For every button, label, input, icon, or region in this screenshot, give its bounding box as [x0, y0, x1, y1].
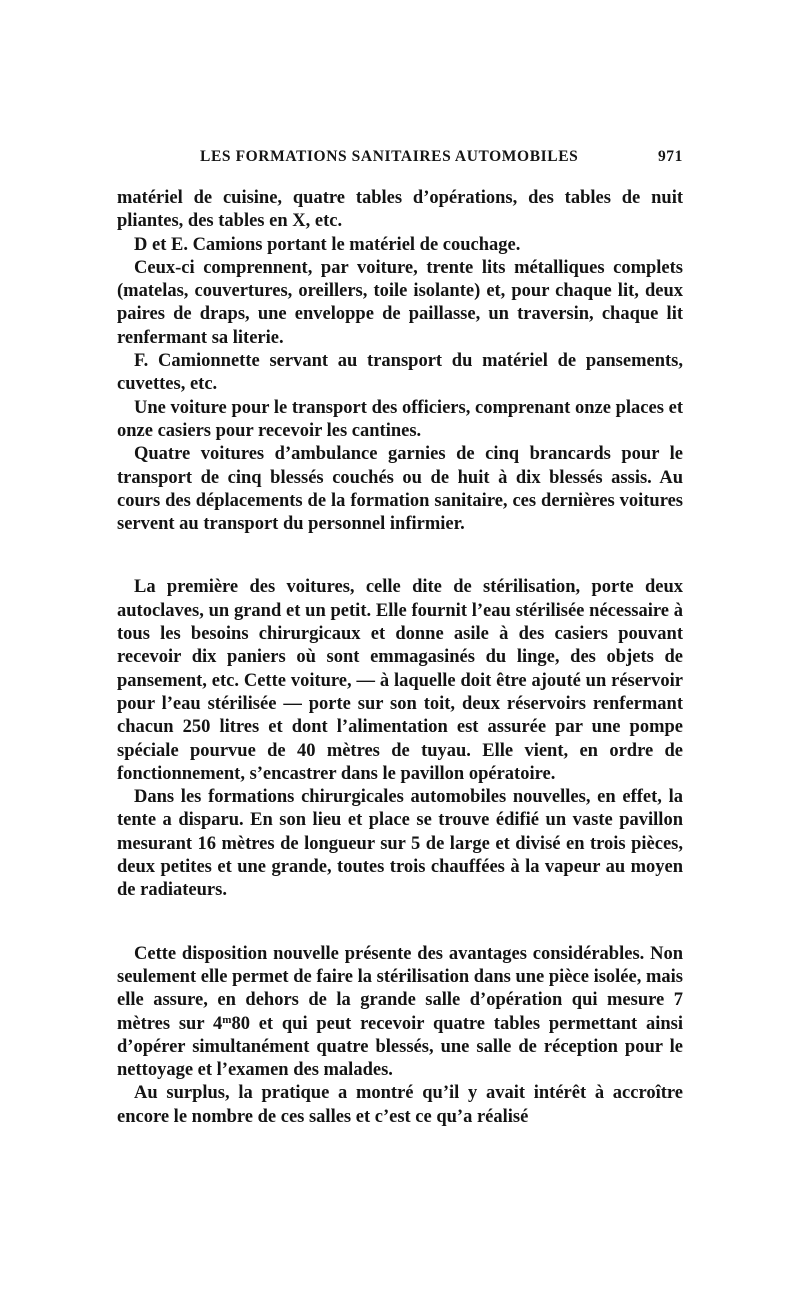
paragraph-avantages-part2: 80 et qui peut recevoir quatre tables permettant ainsi d’opérer simultanément quatre blessés, une salle de réception pour le nettoyage et l’examen des malades.: [117, 1013, 684, 1081]
running-title: LES FORMATIONS SANITAIRES AUTOMOBILES: [200, 148, 579, 165]
paragraph-avantages-part1: Cette disposition nouvelle présente des avantages considérables. Non seulement elle permet de faire la stérilisation dans une pièce isolée, mais elle assure, en dehors de la grande salle d’opération qui mesure 7 mètres sur 4: [117, 943, 683, 1034]
body-text: [117, 187, 683, 1129]
paragraph-sterilisation: La première des voitures, celle dite de stérilisation, porte deux autoclaves, un grand et un petit. Elle fournit l’eau stérilisée nécessaire à tous les besoins chirurgicaux et donne asile à des casiers pouvant recevoir dix paniers où sont emmagasinés du linge, des objets de pansement, etc. Cette voiture, — à laquelle doit être ajouté un réservoir pour l’eau stérilisée — porte sur son toit, deux réservoirs renfermant chacun 250 litres et dont l’alimentation est assurée par une pompe spéciale pourvue de 40 mètres de tuyau. Elle vient, en ordre de fonctionnement, s’encastrer dans le pavillon opératoire.: [117, 577, 683, 784]
paragraph-camionnette: F. Camionnette servant au transport du matériel de pansements, cuvettes, etc.: [117, 351, 683, 395]
paragraph-officiers: Une voiture pour le transport des officiers, comprenant onze places et onze casiers pour recevoir les cantines.: [117, 397, 683, 441]
paragraph-continuation: matériel de cuisine, quatre tables d’opérations, des tables de nuit pliantes, des tables en X, etc.: [117, 188, 683, 232]
paragraph-couchage: Ceux-ci comprennent, par voiture, trente lits métalliques complets (matelas, couvertures, oreillers, toile isolante) et, pour chaque lit, deux paires de draps, une enveloppe de paillasse, un traversin, chaque lit renfermant sa literie.: [117, 257, 683, 348]
page-number: 971: [657, 148, 683, 165]
metre-superscript: m: [222, 1013, 232, 1026]
paragraph-pavillon: Dans les formations chirurgicales automobiles nouvelles, en effet, la tente a disparu. En son lieu et place se trouve édifié un vaste pavillon mesurant 16 mètres de longueur sur 5 de large et divisé en trois pièces, deux petites et une grande, toutes trois chauffées à la vapeur au moyen de radiateurs.: [117, 787, 683, 901]
book-page: [117, 148, 683, 1129]
paragraph-camions: D et E. Camions portant le matériel de couchage.: [134, 234, 521, 255]
paragraph-ambulances: Quatre voitures d’ambulance garnies de cinq brancards pour le transport de cinq blessés couchés ou de huit à dix blessés assis. Au cours des déplacements de la formation sanitaire, ces dernières voitures servent au transport du personnel infirmier.: [117, 444, 683, 535]
running-header: [117, 148, 683, 172]
paragraph-surplus: Au surplus, la pratique a montré qu’il y avait intérêt à accroître encore le nombre de ces salles et c’est ce qu’a réalisé: [117, 1083, 683, 1127]
paragraph-avantages: [117, 943, 683, 1083]
